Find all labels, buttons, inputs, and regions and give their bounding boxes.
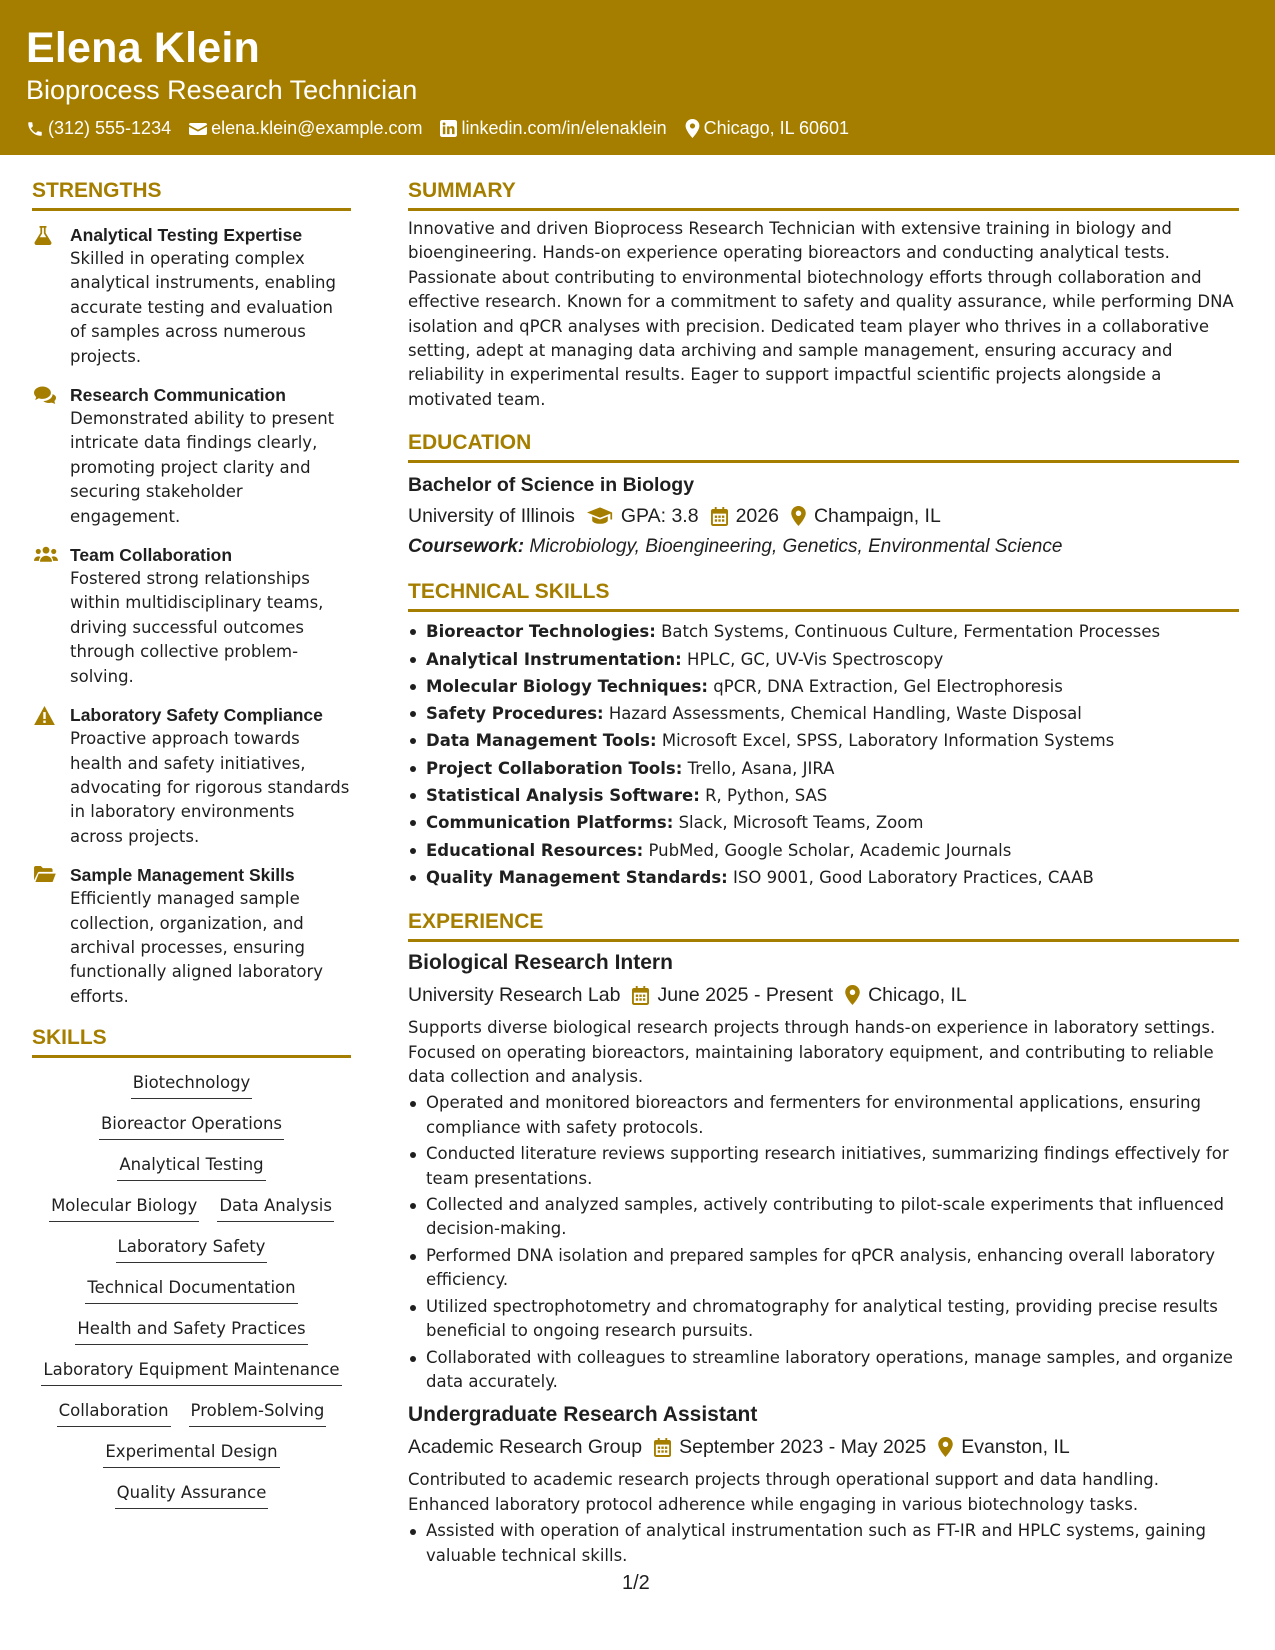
strength-desc: Demonstrated ability to present intricate data findings clearly, promoting project clarity and securing stakeholder engagement. <box>70 409 335 526</box>
strengths-heading: STRENGTHS <box>32 176 351 211</box>
list-item: Assisted with operation of analytical instrumentation such as FT-IR and HPLC systems, gaining valuable technical skills. <box>408 1519 1239 1568</box>
tech-skill-value: Microsoft Excel, SPSS, Laboratory Information Systems <box>661 731 1115 751</box>
list-item <box>408 673 1239 700</box>
skill-tag: Data Analysis <box>217 1195 334 1222</box>
map-marker-icon <box>791 506 806 526</box>
job-title: Undergraduate Research Assistant <box>408 1403 758 1427</box>
education-gpa <box>587 502 699 530</box>
skills-list <box>32 1072 351 1509</box>
graduation-cap-icon <box>587 507 613 525</box>
job-entry <box>408 1401 1239 1568</box>
job-location <box>845 981 967 1009</box>
dates-text: June 2025 - Present <box>657 984 834 1007</box>
strength-desc: Proactive approach towards health and safety initiatives, advocating for rigorous standards in laboratory environments across projects. <box>70 729 350 846</box>
education-degree: Bachelor of Science in Biology <box>408 474 695 497</box>
list-item <box>408 809 1239 836</box>
skill-tag: Laboratory Safety <box>116 1236 268 1263</box>
strength-desc: Fostered strong relationships within multidisciplinary teams, driving successful outcomes through collective problem-solving. <box>70 569 324 686</box>
tech-skill-label: Data Management Tools: <box>426 731 657 751</box>
list-item <box>408 700 1239 727</box>
strength-item <box>32 383 351 529</box>
tech-skill-label: Bioreactor Technologies: <box>426 622 656 642</box>
summary-heading: SUMMARY <box>408 176 1239 211</box>
tech-skill-label: Project Collaboration Tools: <box>426 758 683 778</box>
list-item <box>408 864 1239 891</box>
skill-tag: Bioreactor Operations <box>99 1113 284 1140</box>
skill-tag: Laboratory Equipment Maintenance <box>41 1359 341 1386</box>
job-dates <box>632 981 833 1009</box>
linkedin-icon <box>440 120 457 137</box>
list-item <box>408 727 1239 754</box>
strength-desc: Skilled in operating complex analytical instruments, enabling accurate testing and evaluation of samples across numerous projects. <box>70 249 336 366</box>
tech-skill-value: Slack, Microsoft Teams, Zoom <box>678 813 924 833</box>
page-number: 1/2 <box>622 1572 650 1594</box>
contact-phone[interactable] <box>26 118 171 139</box>
skill-tag: Analytical Testing <box>117 1154 265 1181</box>
map-marker-icon <box>938 1437 953 1457</box>
linkedin-text: linkedin.com/in/elenaklein <box>461 118 667 138</box>
tech-skill-value: Trello, Asana, JIRA <box>687 758 835 778</box>
candidate-title: Bioprocess Research Technician <box>26 75 418 105</box>
comments-icon <box>34 386 56 404</box>
strength-title: Sample Management Skills <box>70 865 295 886</box>
list-item <box>408 646 1239 673</box>
job-org <box>408 981 620 1009</box>
technical-skills-list <box>408 618 1239 891</box>
contact-linkedin[interactable] <box>440 118 666 139</box>
tech-skill-value: PubMed, Google Scholar, Academic Journals <box>648 840 1012 860</box>
coursework-text: Microbiology, Bioengineering, Genetics, Environmental Science <box>529 536 1063 558</box>
skill-tag: Quality Assurance <box>115 1482 269 1509</box>
list-item: Operated and monitored bioreactors and fermenters for environmental applications, ensuring compliance with safety protocols. <box>408 1091 1239 1140</box>
list-item: Collaborated with colleagues to streamline laboratory operations, manage samples, and organize data accurately. <box>408 1346 1239 1395</box>
left-column <box>32 176 351 1509</box>
coursework-label: Coursework: <box>408 536 525 558</box>
candidate-name: Elena Klein <box>26 24 260 72</box>
job-dates <box>654 1433 926 1461</box>
skills-heading: SKILLS <box>32 1023 351 1058</box>
list-item <box>408 837 1239 864</box>
calendar-icon <box>711 507 728 526</box>
edu-location-text: Champaign, IL <box>813 505 941 528</box>
strength-title: Laboratory Safety Compliance <box>70 705 323 726</box>
folder-open-icon <box>34 866 56 882</box>
strength-item <box>32 543 351 689</box>
flask-icon <box>34 226 52 245</box>
strength-item <box>32 703 351 849</box>
school-text: University of Illinois <box>408 505 575 528</box>
strength-title: Analytical Testing Expertise <box>70 225 303 245</box>
list-item: Collected and analyzed samples, actively contributing to pilot-scale experiments that influenced decision-making. <box>408 1193 1239 1242</box>
strength-item <box>32 223 351 369</box>
strength-item <box>32 863 351 1009</box>
job-location-text: Chicago, IL <box>868 984 967 1007</box>
job-entry <box>408 949 1239 1394</box>
job-meta <box>408 981 1239 1009</box>
list-item: Conducted literature reviews supporting research initiatives, summarizing findings effectively for team presentations. <box>408 1142 1239 1191</box>
skill-tag: Problem-Solving <box>189 1400 327 1427</box>
strength-title: Research Communication <box>70 385 286 406</box>
email-text: elena.klein@example.com <box>211 118 423 138</box>
job-description: Supports diverse biological research projects through hands-on experience in laboratory settings. Focused on operating bioreactors, maintaining laboratory equipment, and contributing to reliable data collection and analysis. <box>408 1018 1216 1087</box>
job-location <box>938 1433 1069 1461</box>
skill-tag: Experimental Design <box>103 1441 279 1468</box>
contact-location <box>685 118 849 139</box>
skill-tag: Collaboration <box>57 1400 171 1427</box>
tech-skill-label: Quality Management Standards: <box>426 867 728 887</box>
map-marker-icon <box>845 985 860 1005</box>
education-heading: EDUCATION <box>408 428 1239 463</box>
skill-tag: Biotechnology <box>131 1072 253 1099</box>
coursework <box>408 533 1239 561</box>
tech-skill-label: Educational Resources: <box>426 840 644 860</box>
tech-skill-value: ISO 9001, Good Laboratory Practices, CAAB <box>733 867 1094 887</box>
education-location <box>791 502 941 530</box>
list-item <box>408 618 1239 645</box>
org-text: University Research Lab <box>408 984 621 1007</box>
warning-icon <box>34 706 55 725</box>
tech-skill-value: Hazard Assessments, Chemical Handling, Waste Disposal <box>608 704 1082 724</box>
list-item <box>408 755 1239 782</box>
tech-skill-label: Communication Platforms: <box>426 813 674 833</box>
location-text: Chicago, IL 60601 <box>703 118 850 138</box>
tech-skill-value: Batch Systems, Continuous Culture, Fermentation Processes <box>661 622 1161 642</box>
tech-skill-label: Molecular Biology Techniques: <box>426 676 709 696</box>
tech-skill-value: R, Python, SAS <box>705 786 828 806</box>
technical-skills-heading: TECHNICAL SKILLS <box>408 577 1239 612</box>
tech-skill-value: HPLC, GC, UV-Vis Spectroscopy <box>687 649 944 669</box>
job-meta <box>408 1433 1239 1461</box>
calendar-icon <box>654 1438 671 1457</box>
experience-heading: EXPERIENCE <box>408 907 1239 942</box>
education-school <box>408 502 575 530</box>
list-item: Utilized spectrophotometry and chromatography for analytical testing, providing precise results beneficial to ongoing research pursuits. <box>408 1295 1239 1344</box>
education-year <box>711 502 779 530</box>
resume-header <box>0 0 1275 155</box>
strength-desc: Efficiently managed sample collection, organization, and archival processes, ensuring functionally aligned laboratory efforts. <box>70 889 324 1006</box>
skill-tag: Technical Documentation <box>85 1277 297 1304</box>
tech-skill-label: Safety Procedures: <box>426 704 604 724</box>
right-column <box>408 176 1239 1570</box>
list-item: Performed DNA isolation and prepared samples for qPCR analysis, enhancing overall laboratory efficiency. <box>408 1244 1239 1293</box>
strengths-list <box>32 223 351 1009</box>
strength-title: Team Collaboration <box>70 545 233 566</box>
job-org <box>408 1433 642 1461</box>
job-bullets <box>408 1091 1239 1394</box>
job-bullets <box>408 1519 1239 1568</box>
org-text: Academic Research Group <box>408 1436 643 1459</box>
skill-tag: Health and Safety Practices <box>75 1318 307 1345</box>
contact-row <box>26 118 1249 139</box>
tech-skill-label: Statistical Analysis Software: <box>426 786 700 806</box>
job-location-text: Evanston, IL <box>961 1436 1070 1459</box>
tech-skill-value: qPCR, DNA Extraction, Gel Electrophoresis <box>713 676 1063 696</box>
calendar-icon <box>632 986 649 1005</box>
education-meta <box>408 502 1239 530</box>
envelope-icon <box>189 121 207 137</box>
job-description: Contributed to academic research projects through operational support and data handling. Enhanced laboratory protocol adherence while engaging in various biotechnology tasks. <box>408 1470 1159 1514</box>
skill-tag: Molecular Biology <box>49 1195 199 1222</box>
year-text: 2026 <box>735 505 779 528</box>
phone-icon <box>26 120 44 138</box>
dates-text: September 2023 - May 2025 <box>679 1436 927 1459</box>
summary-text: Innovative and driven Bioprocess Research Technician with extensive training in biology and bioengineering. Hands-on experience operating bioreactors and conducting analytical tests. Passionate about contributing to environmental biotechnology efforts through collaboration and effective research. Known for a commitment to safety and quality assurance, while performing DNA isolation and qPCR analyses with precision. Dedicated team player who thrives in a collaborative setting, adept at managing data archiving and sample management, ensuring accuracy and reliability in experimental results. Eager to support impactful scientific projects alongside a motivated team. <box>408 219 1234 409</box>
job-title: Biological Research Intern <box>408 951 673 975</box>
contact-email[interactable] <box>189 118 422 139</box>
tech-skill-label: Analytical Instrumentation: <box>426 649 682 669</box>
list-item <box>408 782 1239 809</box>
map-marker-icon <box>685 119 700 138</box>
users-icon <box>34 546 58 562</box>
gpa-text: GPA: 3.8 <box>620 505 699 528</box>
phone-text: (312) 555-1234 <box>48 118 172 138</box>
